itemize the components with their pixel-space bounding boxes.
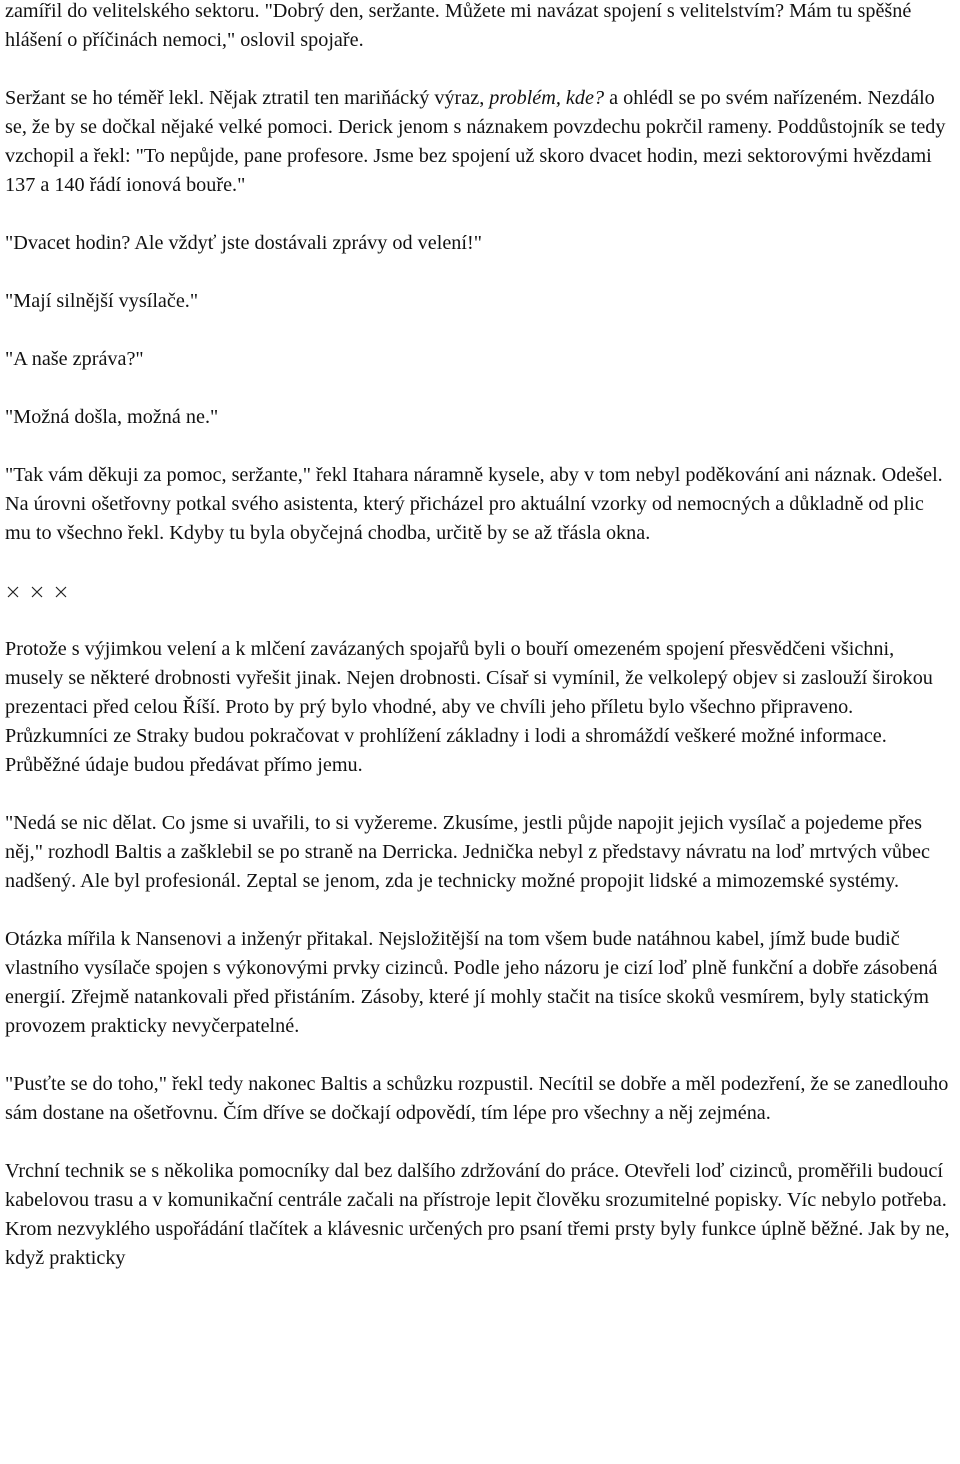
document-page [5,0,953,1302]
cross-icon [53,584,69,600]
cross-icon [29,584,45,600]
paragraph-text: Protože s výjimkou velení a k mlčení zavázaných spojařů byli o bouří omezeném spojení přesvědčeni všichni, musely se některé drobnosti vyřešit jinak. Nejen drobnosti. Císař si vymínil, že velkolepý objev si zaslouží širokou prezentaci před celou Říší. Proto by prý bylo vhodné, aby ve chvíli jeho příletu bylo všechno připraveno. Průzkumníci ze Straky budou pokračovat v prohlížení základny i lodi a shromáždí veškeré možné informace. Průběžné údaje budou předávat přímo jemu. [5,638,933,776]
paragraph [5,229,953,258]
paragraph [5,809,953,896]
paragraph [5,84,953,200]
paragraph-text: "Nedá se nic dělat. Co jsme si uvařili, to si vyžereme. Zkusíme, jestli půjde napojit jejich vysílač a pojedeme přes něj," rozhodl Baltis a zašklebil se po straně na Derricka. Jednička nebyl z představy návratu na loď mrtvých vůbec nadšený. Ale byl profesionál. Zeptal se jenom, zda je technicky možné propojit lidské a mimozemské systémy. [5,812,930,892]
paragraph-text: "A naše zpráva?" [5,348,144,370]
paragraph [5,1070,953,1128]
paragraph [5,635,953,780]
paragraph-text: "Dvacet hodin? Ale vždyť jste dostávali zprávy od velení!" [5,232,482,254]
paragraph-text: "Pusťte se do toho," řekl tedy nakonec Baltis a schůzku rozpustil. Necítil se dobře a měl podezření, že se zanedlouho sám dostane na ošetřovnu. Čím dříve se dočkají odpovědí, tím lépe pro všechny a něj zejména. [5,1073,949,1124]
paragraph-text: "Mají silnější vysílače." [5,290,199,312]
paragraph-text: "Tak vám děkuji za pomoc, seržante," řekl Itahara náramně kysele, aby v tom nebyl poděkování ani náznak. Odešel. Na úrovni ošetřovny potkal svého asistenta, který přicházel pro aktuální vzorky od nemocných a důkladně od plic mu to všechno řekl. Kdyby tu byla obyčejná chodba, určitě by se až třásla okna. [5,464,943,544]
cross-icon [5,584,21,600]
italic-phrase: problém, kde? [489,87,605,109]
paragraph [5,287,953,316]
paragraph-text: zamířil do velitelského sektoru. "Dobrý den, seržante. Můžete mi navázat spojení s velitelstvím? Mám tu spěšné hlášení o příčinách nemoci," oslovil spojaře. [5,0,912,51]
paragraph-text: Seržant se ho téměř lekl. Nějak ztratil ten mariňácký výraz, [5,87,490,109]
paragraph-text: Otázka mířila k Nansenovi a inženýr přitakal. Nejsložitější na tom všem bude natáhnou kabel, jímž bude budič vlastního vysílače spojen s výkonovými prvky cizinců. Podle jeho názoru je cizí loď plně funkční a dobře zásobená energií. Zřejmě natankovali před přistáním. Zásoby, které jí mohly stačit na tisíce skoků vesmírem, byly statickým provozem prakticky nevyčerpatelné. [5,928,938,1037]
paragraph [5,403,953,432]
paragraph [5,0,953,55]
paragraph [5,345,953,374]
paragraph [5,925,953,1041]
paragraph-text: Vrchní technik se s několika pomocníky dal bez dalšího zdržování do práce. Otevřeli loď cizinců, proměřili budoucí kabelovou trasu a v komunikační centrále začali na přístroje lepit člověku srozumitelné popisky. Víc nebylo potřeba. Krom nezvyklého uspořádání tlačítek a klávesnic určených pro psaní třemi prsty byly funkce úplně běžné. Jak by ne, když prakticky [5,1160,950,1269]
paragraph-text: "Možná došla, možná ne." [5,406,219,428]
paragraph-text: a ohlédl se po svém nařízeném. Nezdálo se, že by se dočkal nějaké velké pomoci. Derick jenom s náznakem povzdechu pokrčil rameny. Poddůstojník se tedy vzchopil a řekl: "To nepůjde, pane profesore. Jsme bez spojení už skoro dvacet hodin, mezi sektorovými hvězdami 137 a 140 řádí ionová bouře." [5,87,946,196]
paragraph [5,1157,953,1273]
paragraph [5,461,953,548]
section-separator [5,577,953,606]
